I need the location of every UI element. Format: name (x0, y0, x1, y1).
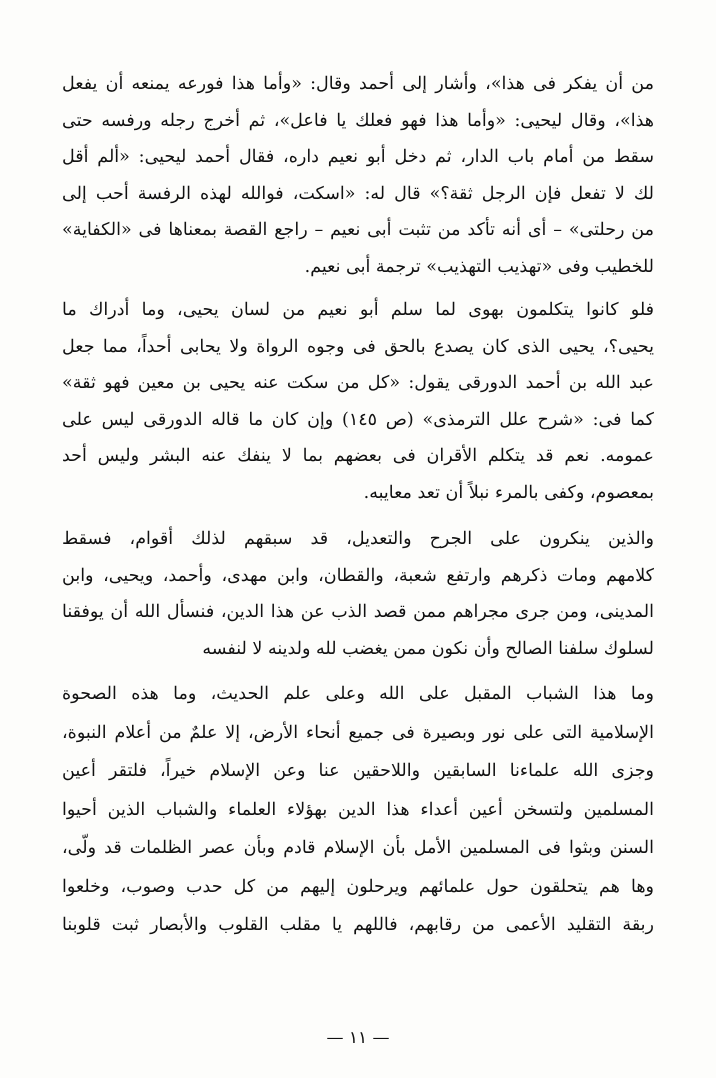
text-line: هذا»، وقال ليحيى: «وأما هذا فهو فعلك يا فاعل»، ثم أخرج رجله ورفسه حتى (62, 110, 654, 131)
text-line: المسلمين ولتسخن أعين أعداء هذا الدين بهؤلاء العلماء والشباب الذين أحيوا (62, 799, 654, 820)
text-line: فلو كانوا يتكلمون بهوى لما سلم أبو نعيم من لسان يحيى، وما أدراك ما (62, 300, 654, 320)
page-number: — ١١ — (326, 1028, 390, 1048)
text-line: وما هذا الشباب المقبل على الله وعلى علم الحديث، وما هذه الصحوة (62, 684, 654, 704)
text-line: لك لا تفعل فإن الرجل ثقة؟» قال له: «اسكت، فوالله لهذه الرفسة أحب إلى (62, 183, 654, 204)
text-line: لسلوك سلفنا الصالح وأن نكون ممن يغضب لله ولدينه لا لنفسه (202, 638, 654, 659)
text-line: من أن يفكر فى هذا»، وأشار إلى أحمد وقال: «وأما هذا فورعه يمنعه أن يفعل (62, 74, 654, 94)
text-line: من رحلتى» – أى أنه تأكد من تثبت أبى نعيم – راجع القصة بمعناها فى «الكفاية» (62, 220, 654, 240)
text-line: السنن وبثوا فى المسلمين الأمل بأن الإسلام قادم وبأن عصر الظلمات قد ولّى، (62, 838, 654, 858)
text-line: والذين ينكرون على الجرح والتعديل، قد سبقهم لذلك أقوام، فسقط (62, 529, 654, 549)
text-line: بمعصوم، وكفى بالمرء نبلاً أن تعد معايبه. (363, 482, 654, 503)
paragraph-2 (62, 292, 654, 511)
text-line: كلامهم ومات ذكرهم وارتفع شعبة، والقطان، وابن مهدى، وأحمد، ويحيى، وابن (62, 565, 654, 586)
text-line: للخطيب وفى «تهذيب التهذيب» ترجمة أبى نعيم. (304, 256, 654, 277)
text-line: المدينى، ومن جرى مجراهم ممن قصد الذب عن هذا الدين، فنسأل الله أن يوفقنا (62, 602, 654, 622)
paragraph-3 (62, 521, 654, 667)
text-line: الإسلامية التى على نور وبصيرة فى جميع أنحاء الأرض، إلا علمٌ من أعلام النبوة، (62, 722, 654, 743)
text-line: وجزى الله علماءنا السابقين واللاحقين عنا وعن الإسلام خيراً، فلتقر أعين (62, 761, 654, 781)
paragraph-4 (62, 675, 654, 945)
text-line: سقط من أمام باب الدار، ثم دخل أبو نعيم داره، فقال أحمد ليحيى: «ألم أقل (62, 147, 654, 167)
text-line: وها هم يتحلقون حول علمائهم ويرحلون إليهم من كل حدب وصوب، وخلعوا (62, 876, 654, 897)
paragraph-1 (62, 66, 654, 285)
text-line: ربقة التقليد الأعمى من رقابهم، فاللهم يا مقلب القلوب والأبصار ثبت قلوبنا (62, 915, 654, 935)
text-line: عبد الله بن أحمد الدورقى يقول: «كل من سكت عنه يحيى بن معين فهو ثقة» (62, 373, 654, 393)
text-line: يحيى؟، يحيى الذى كان يصدع بالحق فى وجوه الرواة ولا يحابى أحداً، مما جعل (62, 336, 654, 357)
text-line: كما فى: «شرح علل الترمذى» (ص ١٤٥) وإن كان ما قاله الدورقى ليس على (62, 409, 654, 430)
text-line: عمومه. نعم قد يتكلم الأقران فى بعضهم بما لا ينفك عنه البشر وليس أحد (62, 446, 654, 466)
